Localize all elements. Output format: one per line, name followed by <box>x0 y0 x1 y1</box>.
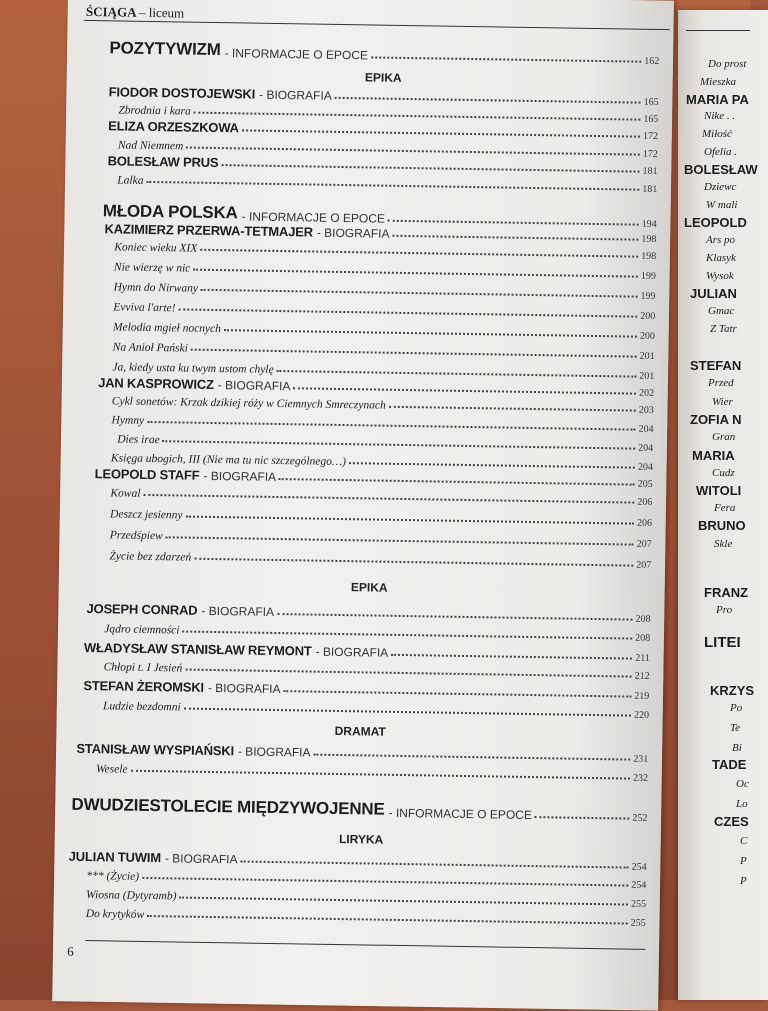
entry-note: - INFORMACJE O EPOCE <box>241 209 386 226</box>
entry-title: STANISŁAW WYSPIAŃSKI <box>76 740 235 759</box>
entry-page-number: 199 <box>640 270 656 282</box>
entry-page-number: 201 <box>639 370 655 382</box>
entry-page-number: 255 <box>630 917 646 929</box>
entry-page-number: 202 <box>638 387 655 399</box>
right-page-entry: Do prost <box>708 58 747 70</box>
entry-page-number: 208 <box>635 613 651 625</box>
header-title: ŚCIĄGA <box>85 3 136 20</box>
entry-title: Kowal <box>110 487 141 500</box>
right-page-entry: P <box>740 855 747 867</box>
right-page-entry: Te <box>730 722 740 734</box>
right-page-entry: Wysok <box>706 270 734 282</box>
right-page-entry: Po <box>730 702 743 714</box>
entry-page-number: 165 <box>643 113 659 125</box>
toc-work-entry <box>113 301 655 322</box>
toc-work-entry <box>86 889 646 910</box>
entry-page-number: 204 <box>638 442 654 454</box>
dot-leader <box>147 914 628 925</box>
entry-title: Cykl sonetów: Krzak dzikiej róży w Ciemnych Smreczynach <box>111 395 386 412</box>
dot-leader <box>166 535 634 545</box>
toc-work-entry <box>113 341 655 362</box>
toc-work-entry <box>111 414 653 435</box>
entry-page-number: 198 <box>641 233 657 245</box>
entry-page-number: 201 <box>639 350 655 362</box>
right-page-entry: WITOLI <box>696 483 742 498</box>
entry-page-number: 203 <box>638 404 654 416</box>
toc-work-entry <box>117 433 653 453</box>
dot-leader <box>186 146 640 156</box>
entry-note: - BIOGRAFIA <box>315 644 389 660</box>
entry-page-number: 172 <box>642 130 659 142</box>
dot-leader <box>163 439 636 449</box>
dot-leader <box>393 234 639 241</box>
toc-work-entry <box>110 487 652 508</box>
right-page-entry: MARIA PA <box>686 92 749 107</box>
running-header <box>86 4 184 22</box>
toc-work-entry <box>96 763 648 784</box>
entry-page-number: 204 <box>637 461 653 473</box>
dot-leader <box>241 859 629 868</box>
entry-title: Hymn do Nirwany <box>113 281 199 295</box>
dot-leader <box>200 248 638 258</box>
entry-page-number: 181 <box>642 183 658 195</box>
right-page-entry: KRZYS <box>710 683 755 698</box>
right-page-entry: FRANZ <box>704 585 749 600</box>
right-page-entry: Fera <box>714 502 736 514</box>
right-page-entry: Wier <box>712 396 733 408</box>
right-page-entry: Cudz <box>712 467 735 479</box>
right-page-entry: Skle <box>714 538 733 550</box>
section-heading: EPIKA <box>364 70 402 85</box>
toc-author-entry <box>84 640 650 664</box>
entry-page-number: 165 <box>643 96 659 108</box>
section-heading: LIRYKA <box>338 832 384 847</box>
entry-title: WŁADYSŁAW STANISŁAW REYMONT <box>83 639 312 659</box>
dot-leader <box>194 557 633 567</box>
header-subtitle: – liceum <box>138 4 185 21</box>
section-heading: DRAMAT <box>334 723 386 739</box>
dot-leader <box>194 111 641 121</box>
entry-page-number: 181 <box>642 165 658 177</box>
entry-title: Nad Niemnem <box>117 139 184 153</box>
entry-title: Nie wierzę w nic <box>113 261 191 275</box>
entry-page-number: 220 <box>633 709 650 721</box>
entry-title: POZYTYWIZM <box>109 38 221 60</box>
entry-note: - INFORMACJE O EPOCE <box>224 46 369 63</box>
entry-page-number: 206 <box>636 517 653 529</box>
entry-page-number: 254 <box>631 861 647 873</box>
entry-title: Jądro ciemności <box>104 623 180 637</box>
right-page-entry: Klasyk <box>706 252 736 264</box>
toc-work-entry <box>109 550 651 571</box>
entry-page-number: 208 <box>635 632 651 644</box>
dot-leader <box>186 515 634 525</box>
dot-leader <box>143 493 634 504</box>
dot-leader <box>146 180 639 191</box>
dot-leader <box>178 307 637 317</box>
toc-era-entry <box>71 795 647 824</box>
toc-work-entry <box>113 321 655 342</box>
toc-work-entry <box>110 529 652 550</box>
dot-leader <box>389 405 636 412</box>
right-page-entry: Z Tatr <box>710 323 737 335</box>
entry-title: Wiosna (Dytyramb) <box>86 889 177 903</box>
entry-title: Koniec wieku XIX <box>114 241 198 255</box>
right-page-entry: Oc <box>736 778 749 790</box>
entry-page-number: 212 <box>634 670 650 682</box>
right-page-entry: Gmac <box>708 305 735 317</box>
toc-author-entry <box>69 849 647 873</box>
entry-note: - INFORMACJE O EPOCE <box>388 805 532 823</box>
right-page-entry: BRUNO <box>698 518 746 533</box>
entry-title: Evviva l'arte! <box>113 301 176 315</box>
dot-leader <box>131 769 630 780</box>
header-rule <box>84 20 670 30</box>
right-page-entry: Miłość <box>702 128 732 140</box>
dot-leader <box>185 668 631 678</box>
dot-leader <box>179 896 628 906</box>
entry-page-number: 232 <box>632 772 649 784</box>
dot-leader <box>335 96 641 104</box>
entry-page-number: 207 <box>636 559 652 571</box>
entry-note: - BIOGRAFIA <box>237 744 311 760</box>
entry-page-number: 254 <box>631 879 647 891</box>
right-page-entry: MARIA <box>692 448 735 463</box>
entry-title: MŁODA POLSKA <box>102 201 238 223</box>
entry-title: JOSEPH CONRAD <box>86 601 198 618</box>
toc-work-entry <box>112 395 654 416</box>
section-heading: EPIKA <box>350 580 388 595</box>
dot-leader <box>147 420 635 431</box>
right-page-entry: Gran <box>712 431 736 443</box>
entry-title: Lalka <box>117 174 144 187</box>
right-page-entry: Mieszka <box>700 76 737 88</box>
entry-title: Na Anioł Pański <box>112 341 188 355</box>
dot-leader <box>277 369 637 378</box>
right-page-entry: Ars po <box>706 234 736 246</box>
dot-leader <box>191 348 637 358</box>
dot-leader <box>388 219 639 226</box>
toc-author-entry <box>86 601 650 625</box>
entry-title: ELIZA ORZESZKOWA <box>108 118 239 136</box>
right-page-entry: Dziewc <box>704 181 737 193</box>
entry-page-number: 255 <box>630 898 647 910</box>
right-page-entry: Ofelia . <box>704 146 737 158</box>
right-page-entry: Przed <box>708 377 734 389</box>
right-page-entry: P <box>740 875 747 887</box>
entry-title: LEOPOLD STAFF <box>94 466 200 483</box>
dot-leader <box>314 753 631 761</box>
right-page-entry: Lo <box>736 798 748 810</box>
dot-leader <box>284 689 632 697</box>
entry-note: - BIOGRAFIA <box>316 225 390 241</box>
right-page-entry: TADE <box>712 757 747 772</box>
entry-note: - BIOGRAFIA <box>258 87 332 103</box>
toc-work-entry <box>86 908 646 929</box>
entry-note: - BIOGRAFIA <box>164 851 238 867</box>
entry-note: - BIOGRAFIA <box>201 603 275 619</box>
entry-page-number: 231 <box>633 753 649 765</box>
entry-title: STEFAN ŻEROMSKI <box>83 677 205 695</box>
entry-page-number: 200 <box>639 330 656 342</box>
entry-page-number: 211 <box>635 652 650 664</box>
entry-title: Hymny <box>111 414 145 427</box>
entry-title: Zbrodnia i kara <box>118 104 191 118</box>
entry-page-number: 206 <box>637 496 653 508</box>
toc-author-entry <box>83 678 649 702</box>
entry-note: - BIOGRAFIA <box>217 378 291 394</box>
dot-leader <box>201 288 638 298</box>
entry-title: Melodia mgieł nocnych <box>112 321 222 336</box>
entry-page-number: 204 <box>638 423 654 435</box>
dot-leader <box>184 707 631 717</box>
entry-page-number: 252 <box>632 812 648 824</box>
entry-note: - BIOGRAFIA <box>203 468 277 484</box>
entry-page-number: 162 <box>644 55 660 67</box>
entry-title: Dies irae <box>117 433 160 447</box>
page-number: 6 <box>67 943 74 959</box>
toc-author-entry <box>76 741 648 765</box>
entry-title: Do krytyków <box>85 908 145 921</box>
toc-work-entry <box>114 281 656 302</box>
toc-work-entry <box>117 174 657 194</box>
dot-leader <box>182 630 632 640</box>
entry-page-number: 194 <box>641 218 657 230</box>
entry-page-number: 172 <box>642 148 658 160</box>
toc-work-entry <box>114 261 656 282</box>
entry-page-number: 205 <box>637 478 653 490</box>
right-page-entry: W mali <box>706 199 738 211</box>
dot-leader <box>242 128 640 137</box>
entry-title: Życie bez zdarzeń <box>109 550 192 564</box>
dot-leader <box>293 386 636 394</box>
entry-title: *** (Życie) <box>86 870 140 883</box>
right-page-entry: CZES <box>714 814 749 829</box>
right-page-entry: Bi <box>732 742 742 754</box>
toc-work-entry <box>86 870 646 891</box>
footer-rule <box>85 940 645 950</box>
entry-title: Deszcz jesienny <box>109 508 183 522</box>
entry-title: BOLESŁAW PRUS <box>107 153 219 171</box>
entry-title: DWUDZIESTOLECIE MIĘDZYWOJENNE <box>71 794 385 819</box>
entry-title: Chłopi t. I Jesień <box>103 661 183 675</box>
entry-title: Księga ubogich, III (Nie ma tu nic szczególnego…) <box>110 452 347 469</box>
entry-page-number: 219 <box>634 690 650 702</box>
right-page-entry: JULIAN <box>690 286 737 301</box>
right-page-entry: Nike . . <box>704 110 736 122</box>
dot-leader <box>349 461 635 468</box>
right-page-entry: ZOFIA N <box>690 412 742 427</box>
toc-author-entry <box>109 84 659 108</box>
dot-leader <box>277 612 633 621</box>
entry-note: - BIOGRAFIA <box>207 680 281 697</box>
entry-title: KAZIMIERZ PRZERWA-TETMAJER <box>104 221 314 240</box>
dot-leader <box>193 268 638 278</box>
entry-page-number: 200 <box>640 310 656 322</box>
entry-title: JAN KASPROWICZ <box>98 375 214 392</box>
entry-page-number: 198 <box>641 250 657 262</box>
dot-leader <box>535 815 630 819</box>
right-page-entry: LITEI <box>704 634 741 651</box>
right-page-entry: BOLESŁAW <box>684 162 758 177</box>
dot-leader <box>221 163 639 173</box>
entry-page-number: 207 <box>636 538 652 550</box>
dot-leader <box>391 653 632 660</box>
entry-title: Wesele <box>95 763 128 776</box>
dot-leader <box>224 328 637 337</box>
entry-title: Przedśpiew <box>109 529 163 543</box>
right-page-entry: C <box>740 835 748 847</box>
dot-leader <box>279 477 635 486</box>
entry-title: JULIAN TUWIM <box>68 848 162 866</box>
toc-work-entry <box>103 700 649 721</box>
right-page-entry: STEFAN <box>690 358 742 373</box>
entry-page-number: 199 <box>640 290 656 302</box>
right-page-entry: Pro <box>716 604 733 616</box>
dot-leader <box>142 876 628 887</box>
toc-era-entry <box>109 38 659 67</box>
entry-title: Ja, kiedy usta ku twym ustom chylę <box>112 361 274 376</box>
entry-title: FIODOR DOSTOJEWSKI <box>108 84 256 102</box>
dot-leader <box>371 55 641 62</box>
right-page-entry: LEOPOLD <box>684 215 747 230</box>
toc-work-entry <box>110 508 652 529</box>
entry-title: Ludzie bezdomni <box>102 700 181 714</box>
toc-work-entry <box>114 241 656 262</box>
